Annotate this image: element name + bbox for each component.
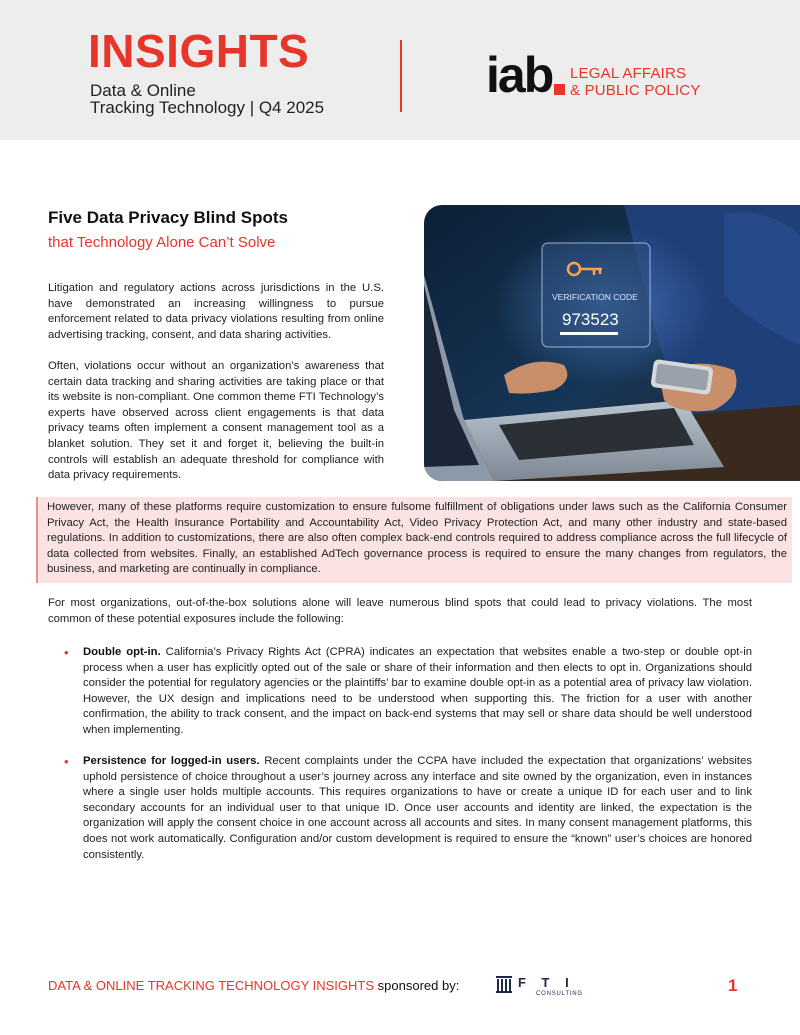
bullet-lead: Persistence for logged-in users.	[83, 755, 260, 767]
iab-tagline-line1: LEGAL AFFAIRS	[570, 65, 687, 82]
iab-logo-dot	[554, 84, 565, 95]
bullet-marker: •	[64, 645, 69, 660]
footer-sponsor-text: sponsored by:	[374, 978, 460, 993]
bullet-lead: Double opt-in.	[83, 646, 161, 658]
page-subtitle-line1: Data & Online	[90, 81, 196, 100]
verification-code: 973523	[562, 310, 619, 329]
footer-label	[48, 978, 459, 994]
highlight-paragraph: However, many of these platforms require customization to ensure fulsome fulfillment of obligations under laws such as the California Consumer Privacy Act, the Health Insurance Portability and Accountability Act, Video Privacy Protection Act, and many other industry and state-based regulations. In addition to customizations, there are also often complex back-end controls required to address compliance across the full lifecycle of data collected from websites. Finally, an established AdTech governance process is required to ensure the many changes from regulators, the business, and marketing are continually in compliance.	[47, 501, 787, 576]
columns-icon	[496, 976, 512, 993]
bullet-text: Recent complaints under the CCPA have included the expectation that organizations’ websites uphold persistence of choice throughout a user’s journey across any interface and site owned by the organization, even in instances where a single user holds multiple accounts. This requires organizations to have or create a unique ID for each user and to link secondary accounts for an individual user to that unique ID. Once user accounts and identity are linked, the expectation is the organization will apply the consent choice in one account across all accounts and sites. In many consent management platforms, this does not work automatically. Configuration and/or custom development is required to ensure the “known” user’s choices are honored consistently.	[83, 755, 753, 861]
iab-logo: iab	[486, 47, 553, 103]
verification-label: VERIFICATION CODE	[552, 292, 638, 302]
footer-series-name: DATA & ONLINE TRACKING TECHNOLOGY INSIGHTS	[48, 978, 375, 993]
bullet-text: California’s Privacy Rights Act (CPRA) indicates an expectation that websites enable a two-step or double opt-in process when a user has explicitly opted out of the sale or share of their information and then elects to opt in. Organizations should consider the potential for regulatory agencies or the plaintiffs’ bar to examine double opt-in as a potential area of privacy law violation. However, the UX design and implications need to be understood when supporting this. The friction for a user with another confirmation, the ability to track consent, and the impact on back-end systems that may sell or share data should be well understood when implementing.	[83, 646, 752, 736]
bullet-marker: •	[64, 754, 69, 769]
fti-logo-text: F T I	[518, 975, 575, 990]
fti-logo-subtext: CONSULTING	[536, 991, 583, 997]
article-subtitle: that Technology Alone Can’t Solve	[48, 234, 276, 251]
page-subtitle-line2: Tracking Technology | Q4 2025	[90, 98, 325, 117]
fti-consulting-logo	[496, 973, 590, 997]
bullet-item-persistence	[83, 754, 752, 863]
intro-paragraph-2: Often, violations occur without an organization’s awareness that certain data tracking and sharing activities are taking place or that its website is non-compliant. One common theme FTI Technology’s experts have observed across client engagements is that data privacy teams often implement a consent management tool as a blanket solution. They set it and forget it, believing the built-in controls will establish an adequate threshold for compliance with data privacy requirements.	[48, 360, 384, 482]
body-paragraph: For most organizations, out-of-the-box solutions alone will leave numerous blind spots that could lead to privacy violations. The most common of these potential exposures include the following:	[48, 597, 752, 625]
header-divider	[400, 40, 402, 112]
article-title: Five Data Privacy Blind Spots	[48, 208, 288, 227]
hero-photo	[424, 205, 800, 481]
bullet-item-double-opt-in	[83, 645, 752, 739]
intro-paragraph-1: Litigation and regulatory actions across jurisdictions in the U.S. have demonstrated an increasing willingness to pursue enforcement related to data privacy violations resulting from online advertising tracking, consent, and data sharing activities.	[48, 282, 384, 341]
page-title: INSIGHTS	[88, 25, 310, 77]
page-number: 1	[728, 976, 738, 995]
iab-tagline-line2: & PUBLIC POLICY	[570, 82, 701, 99]
